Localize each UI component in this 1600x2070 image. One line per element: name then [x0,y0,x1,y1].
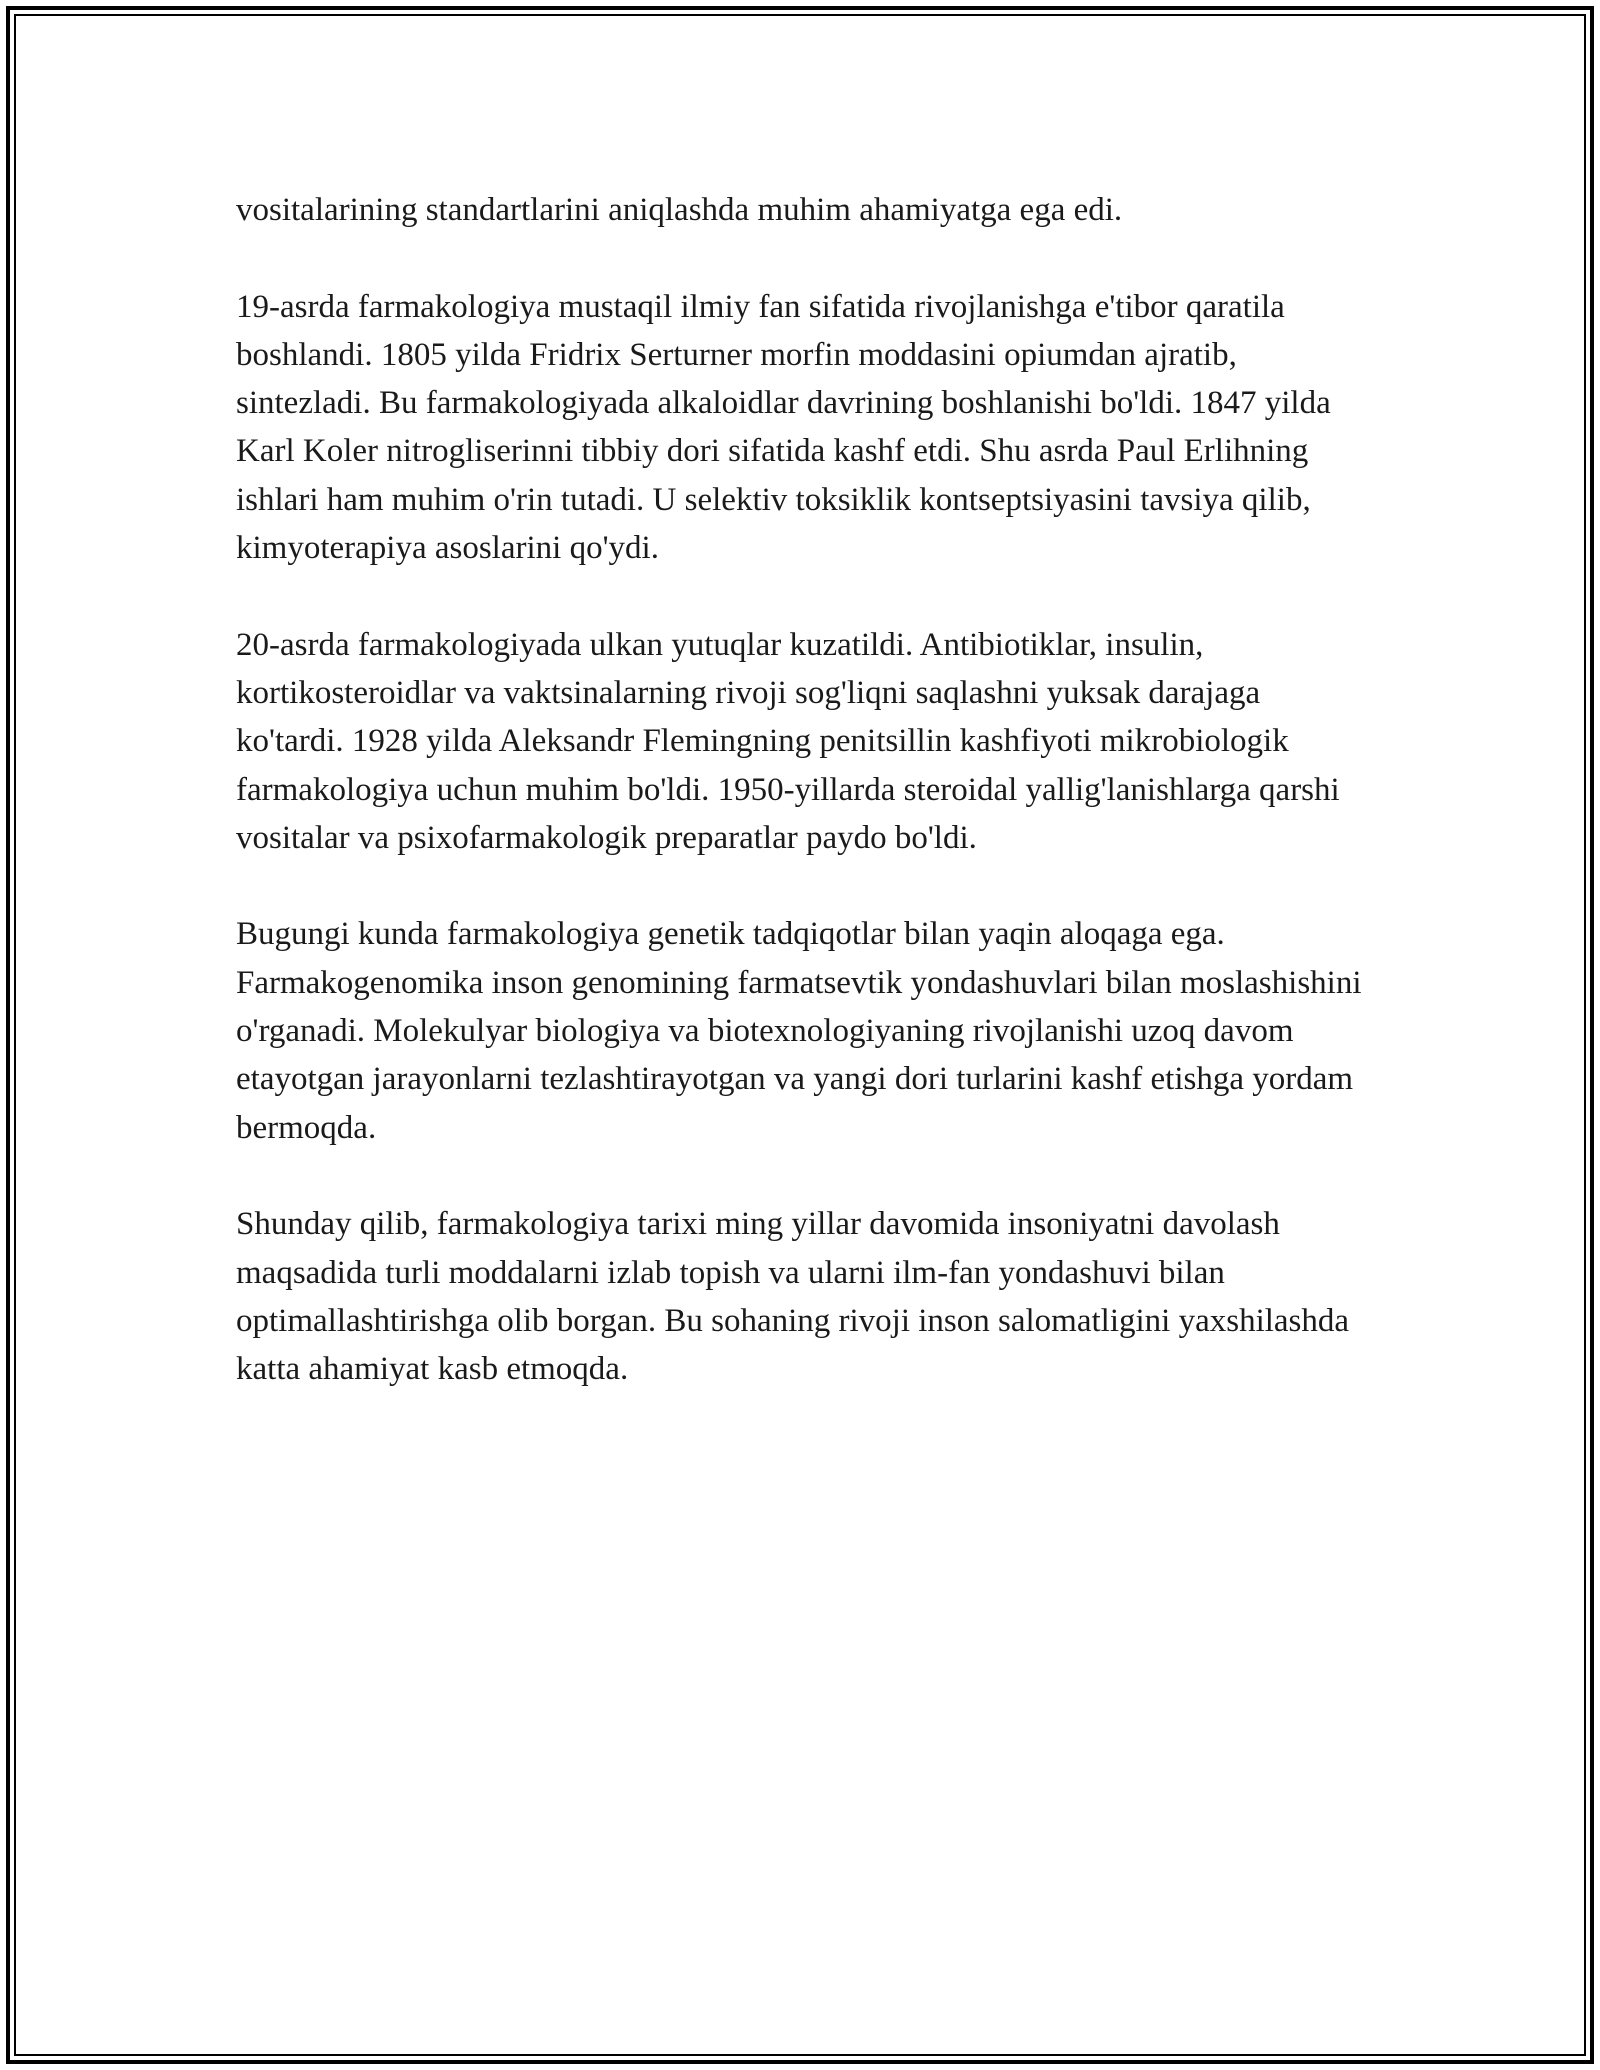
document-body [236,186,1366,1442]
paragraph-4: Bugungi kunda farmakologiya genetik tadqiqotlar bilan yaqin aloqaga ega. Farmakogenomika inson genomining farmatsevtik yondashuvlari bilan moslashishini o'rganadi. Molekulyar biologiya va biotexnologiyaning rivojlanishi uzoq davom etayotgan jarayonlarni tezlashtirayotgan va yangi dori turlarini kashf etishga yordam bermoqda. [236,916,1362,1146]
paragraph-2: 19-asrda farmakologiya mustaqil ilmiy fan sifatida rivojlanishga e'tibor qaratila boshlandi. 1805 yilda Fridrix Serturner morfin moddasini opiumdan ajratib, sintezladi. Bu farmakologiyada alkaloidlar davrining boshlanishi bo'ldi. 1847 yilda Karl Koler nitrogliserinni tibbiy dori sifatida kashf etdi. Shu asrda Paul Erlihning ishlari ham muhim o'rin tutadi. U selektiv toksiklik kontseptsiyasini tavsiya qilib, kimyoterapiya asoslarini qo'ydi. [236,288,1331,567]
paragraph-5: Shunday qilib, farmakologiya tarixi ming yillar davomida insoniyatni davolash maqsadida turli moddalarni izlab topish va ularni ilm-fan yondashuvi bilan optimallashtirishga olib borgan. Bu sohaning rivoji inson salomatligini yaxshilashda katta ahamiyat kasb etmoqda. [236,1206,1350,1388]
paragraph-1: vositalarining standartlarini aniqlashda muhim ahamiyatga ega edi. [236,192,1123,228]
paragraph-3: 20-asrda farmakologiyada ulkan yutuqlar kuzatildi. Antibiotiklar, insulin, kortikosteroidlar va vaktsinalarning rivoji sog'liqni saqlashni yuksak darajaga ko'tardi. 1928 yilda Aleksandr Flemingning penitsillin kashfiyoti mikrobiologik farmakologiya uchun muhim bo'ldi. 1950-yillarda steroidal yallig'lanishlarga qarshi vositalar va psixofarmakologik preparatlar paydo bo'ldi. [236,626,1340,856]
